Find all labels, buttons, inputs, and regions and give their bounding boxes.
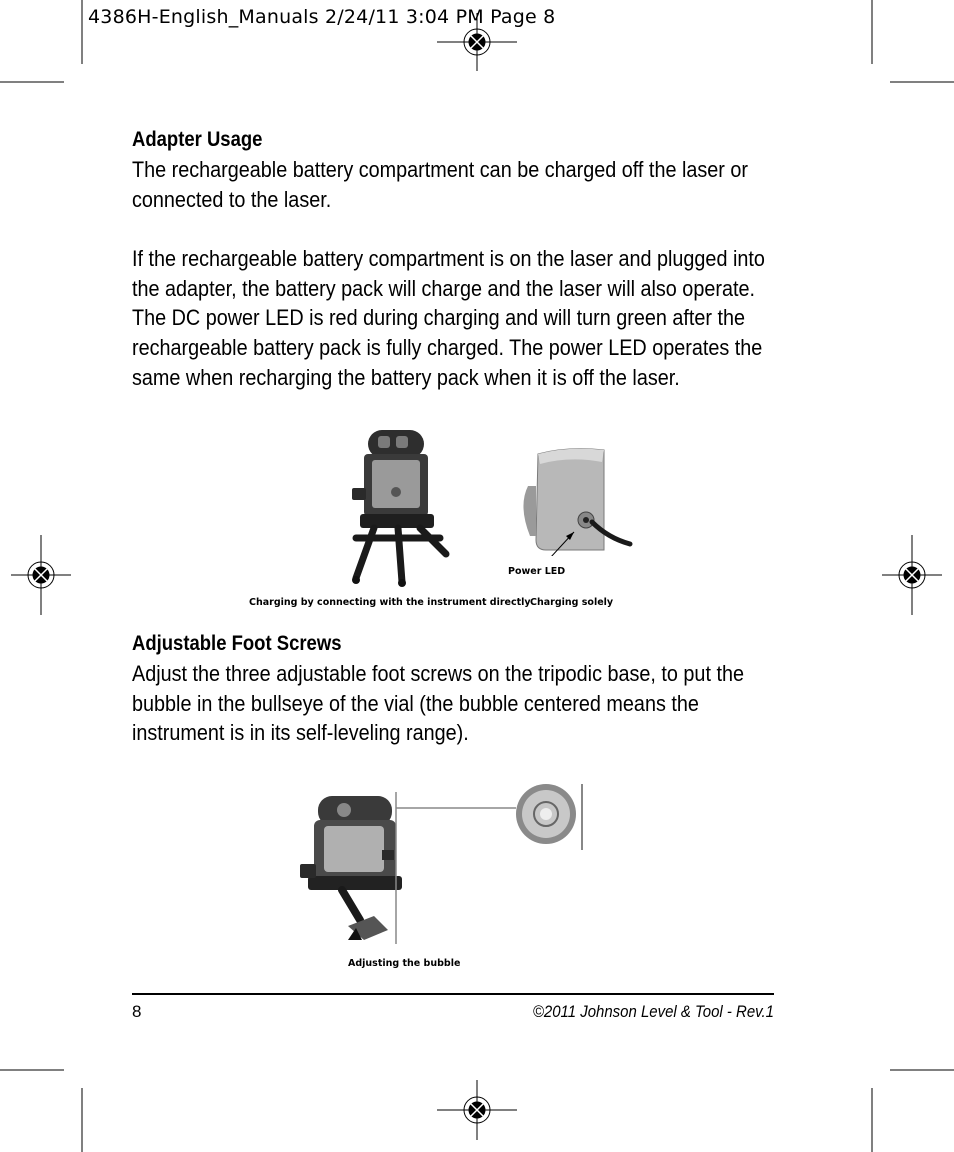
footer-rule bbox=[132, 993, 774, 995]
page-number: 8 bbox=[132, 1002, 142, 1021]
print-slug: 4386H-English_Manuals 2/24/11 3:04 PM Page 8 bbox=[88, 6, 556, 28]
registration-mark-bottom bbox=[437, 1080, 517, 1140]
figure-2-caption: Adjusting the bubble bbox=[348, 958, 461, 969]
foot-screws-paragraph: Adjust the three adjustable foot screws on the tripodic base, to put the bubble in the bullseye of the vial (the bubble centered means the instrument is in its self-leveling range). bbox=[132, 661, 744, 746]
power-led-label: Power LED bbox=[508, 566, 566, 577]
section-heading-adapter-usage: Adapter Usage bbox=[132, 128, 263, 151]
adjusting-bubble-illustration bbox=[296, 780, 596, 950]
battery-pack-illustration bbox=[508, 446, 638, 556]
registration-mark-top bbox=[437, 13, 517, 73]
laser-on-tripod-illustration bbox=[344, 428, 464, 588]
registration-mark-right bbox=[882, 535, 942, 615]
adapter-paragraph-2: If the rechargeable battery compartment is on the laser and plugged into the adapter, the battery pack will charge and the laser will also operate. The DC power LED is red during charging and will turn green after the rechargeable battery pack is fully charged. The power LED operates the same when recharging the battery pack when it is off the laser. bbox=[132, 246, 765, 390]
registration-mark-left bbox=[11, 535, 71, 615]
figure-1-caption-right: Charging solely bbox=[530, 597, 614, 608]
figure-1-caption-left: Charging by connecting with the instrument directly bbox=[249, 597, 531, 608]
section-heading-adjustable-foot-screws: Adjustable Foot Screws bbox=[132, 632, 342, 655]
copyright-notice: ©2011 Johnson Level & Tool - Rev.1 bbox=[532, 1002, 774, 1021]
adapter-paragraph-1: The rechargeable battery compartment can be charged off the laser or connected to the laser. bbox=[132, 157, 748, 212]
